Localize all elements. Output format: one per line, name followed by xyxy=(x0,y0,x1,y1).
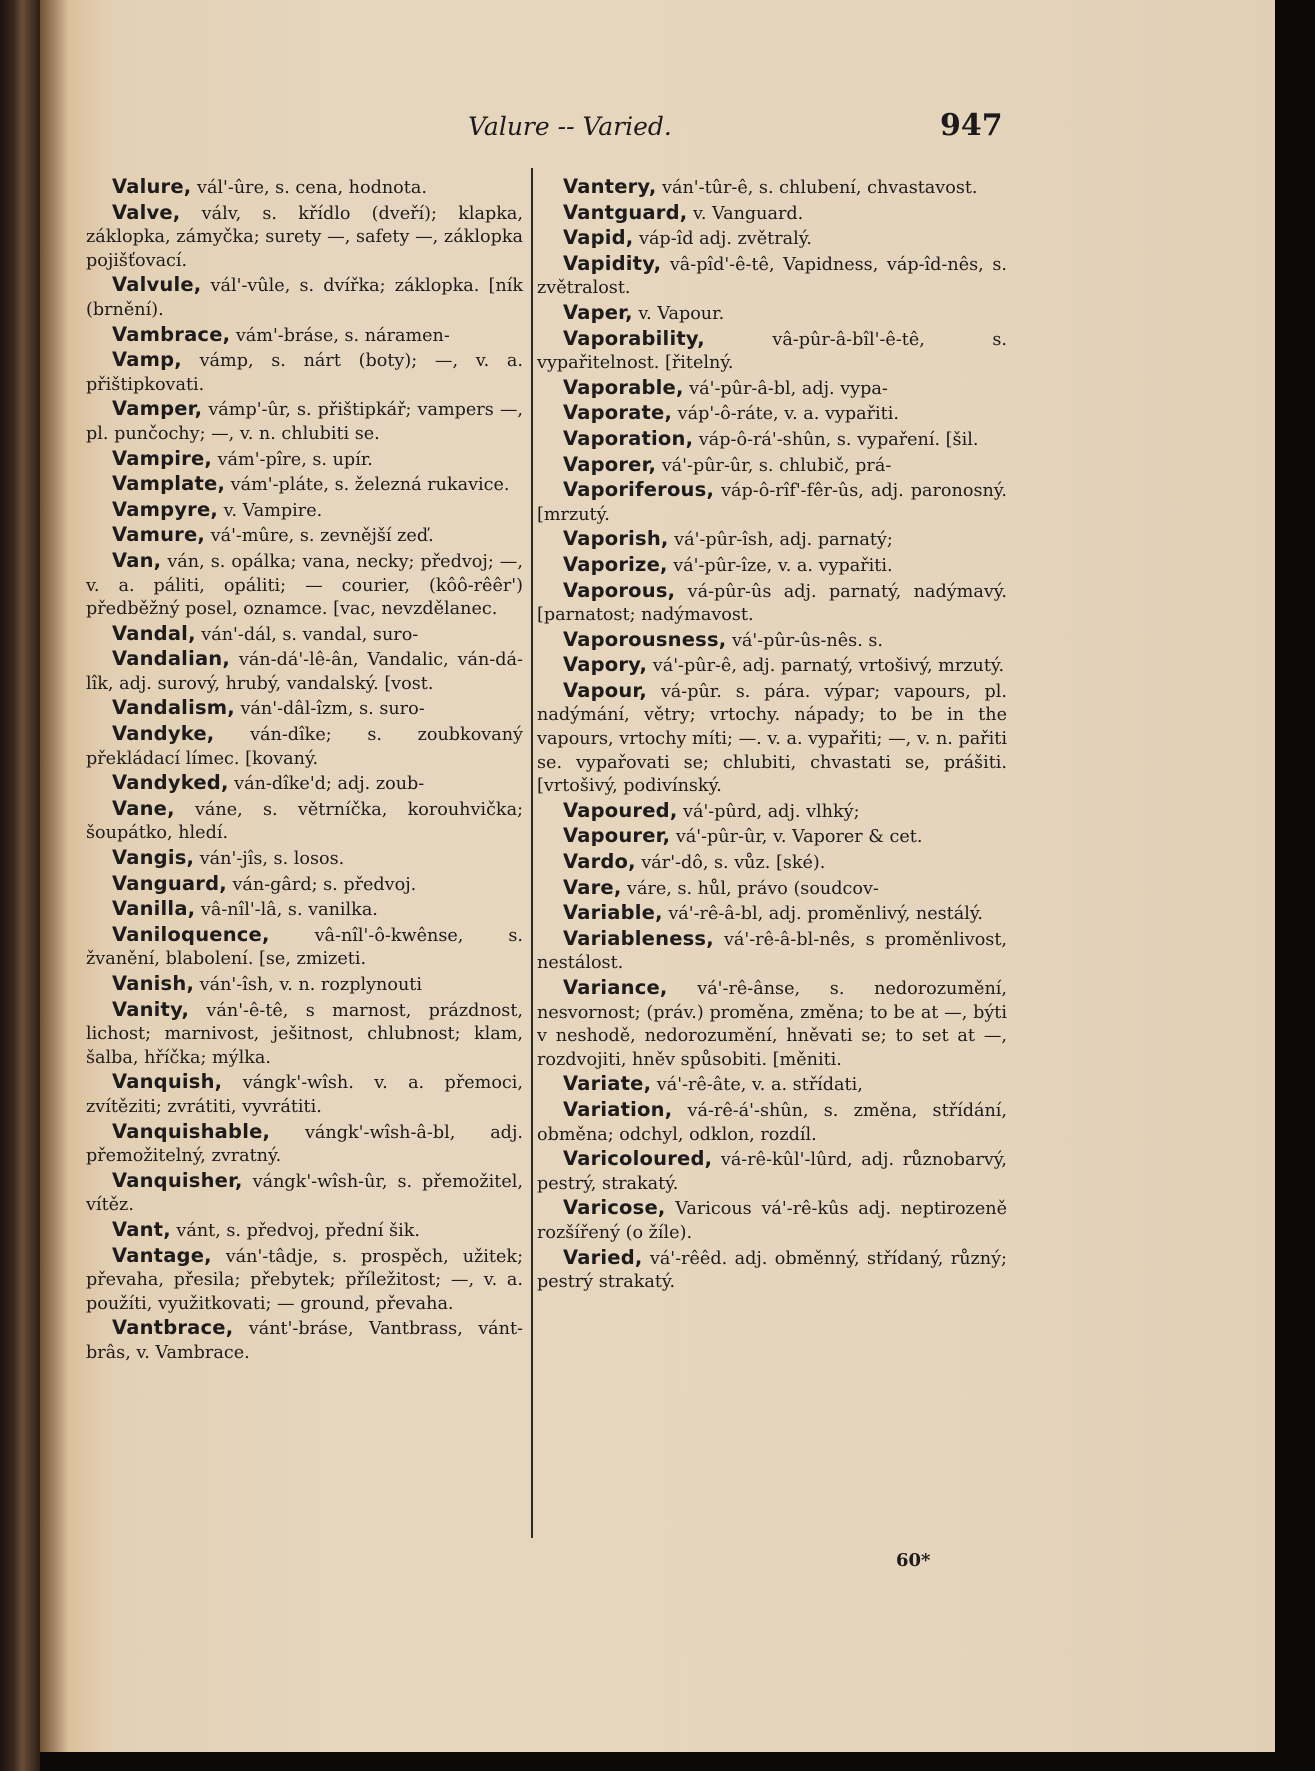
entry-headword: Vaporiferous, xyxy=(563,478,715,502)
signature-mark: 60* xyxy=(896,1550,931,1571)
dictionary-entry xyxy=(537,1147,1007,1196)
entry-headword: Vantbrace, xyxy=(112,1316,234,1340)
dictionary-entry xyxy=(86,447,523,473)
entry-headword: Vanish, xyxy=(112,972,195,995)
dictionary-entry xyxy=(86,998,523,1071)
dictionary-entry xyxy=(86,771,523,797)
entry-definition: vá'-pûr-ûr, s. chlubič, prá- xyxy=(656,455,892,476)
entry-headword: Variation, xyxy=(563,1097,673,1121)
entry-headword: Vandalian, xyxy=(112,647,231,671)
entry-headword: Vaporable, xyxy=(563,375,684,399)
gutter-shadow xyxy=(40,0,68,1752)
entry-headword: Vaporize, xyxy=(563,552,668,576)
entry-definition: ván'-dâl-îzm, s. suro- xyxy=(234,699,425,720)
dictionary-entry xyxy=(537,1098,1007,1147)
dictionary-entry xyxy=(537,401,1007,427)
entry-headword: Valvule, xyxy=(112,273,202,297)
dictionary-entry xyxy=(537,226,1007,252)
entry-definition: vámp, s. nárt (boty); —, v. a. přištipkovati. xyxy=(86,351,523,395)
entry-definition: vá'-pûr-ûr, v. Vaporer & cet. xyxy=(670,827,923,848)
entry-headword: Vaporer, xyxy=(563,452,657,476)
entry-definition: vá'-rê-â-bl-nês, s proměnlivost, nestálost. xyxy=(537,929,1007,974)
entry-headword: Variate, xyxy=(563,1072,652,1096)
entry-headword: Vaporability, xyxy=(563,326,705,350)
entry-headword: Vane, xyxy=(112,796,175,820)
entry-definition: vár'-dô, s. vůz. [ské). xyxy=(635,853,826,874)
entry-definition: váp'-ô-ráte, v. a. vypařiti. xyxy=(672,404,899,425)
entry-headword: Vamure, xyxy=(112,523,206,547)
dictionary-entry xyxy=(537,976,1007,1072)
dictionary-entry xyxy=(86,622,523,648)
entry-headword: Vaporate, xyxy=(563,401,673,425)
dictionary-entry xyxy=(537,1196,1007,1245)
dictionary-entry xyxy=(86,523,523,549)
entry-headword: Vantery, xyxy=(563,175,657,198)
entry-definition: vángk'-wîsh-â-bl, adj. přemožitelný, zvratný. xyxy=(86,1122,523,1167)
entry-headword: Vaniloquence, xyxy=(112,922,270,946)
entry-definition: ván-dîke; s. zoubkovaný překládací límec. [kovaný. xyxy=(86,725,523,769)
entry-headword: Vampire, xyxy=(112,446,212,470)
dictionary-entry xyxy=(537,876,1007,902)
entry-definition: válv, s. křídlo (dveří); klapka, záklopka, zámyčka; surety —, safety —, záklopka pojišťovací. xyxy=(86,203,523,271)
dictionary-entry xyxy=(537,1246,1007,1295)
entry-definition: váre, s. hůl, právo (soudcov- xyxy=(621,878,879,899)
entry-definition: vâ-nîl'-ô-kwênse, s. žvanění, blabolení. [se, zmizeti. xyxy=(86,925,523,970)
dictionary-entry xyxy=(86,273,523,322)
dictionary-entry xyxy=(86,972,523,998)
dictionary-entry xyxy=(86,1070,523,1119)
dictionary-entry xyxy=(537,679,1007,799)
entry-definition: vâ-nîl'-lâ, s. vanilka. xyxy=(195,900,378,921)
dictionary-entry xyxy=(537,1072,1007,1098)
entry-definition: vál'-vûle, s. dvířka; záklopka. [ník (brnění). xyxy=(86,276,523,320)
dictionary-entry xyxy=(537,579,1007,628)
entry-definition: Varicous vá'-rê-kûs adj. neptirozeně rozšířený (o žíle). xyxy=(537,1199,1007,1243)
entry-definition: ván-dá'-lê-ân, Vandalic, ván-dá-lîk, adj. surový, hrubý, vandalský. [vost. xyxy=(86,650,523,694)
dictionary-entry xyxy=(86,472,523,498)
dictionary-entry xyxy=(86,201,523,274)
dictionary-entry xyxy=(86,872,523,898)
entry-headword: Vapid, xyxy=(563,226,634,250)
dictionary-entry xyxy=(537,824,1007,850)
entry-definition: vâ-pîd'-ê-tê, Vapidness, váp-îd-nês, s. zvětralost. xyxy=(537,254,1007,299)
entry-definition: vá-rê-kûl'-lûrd, adj. různobarvý, pestrý, strakatý. xyxy=(537,1150,1007,1194)
entry-definition: vá-pûr-ûs adj. parnatý, nadýmavý. [parnatost; nadýmavost. xyxy=(537,581,1007,626)
entry-definition: vá'-pûr-ûs-nês. s. xyxy=(726,630,884,651)
entry-headword: Varicose, xyxy=(563,1196,666,1220)
entry-definition: váp-îd adj. zvětralý. xyxy=(633,229,812,250)
entry-headword: Vaporous, xyxy=(563,578,676,602)
dictionary-entry xyxy=(537,301,1007,327)
entry-definition: vá'-pûr-ê, adj. parnatý, vrtošivý, mrzutý. xyxy=(647,656,1005,677)
dictionary-entry xyxy=(537,478,1007,527)
entry-definition: vá'-mûre, s. zevnější zeď. xyxy=(205,526,434,547)
dictionary-entry xyxy=(86,923,523,972)
entry-definition: vá'-pûrd, adj. vlhký; xyxy=(677,801,860,822)
entry-headword: Van, xyxy=(112,548,162,572)
dictionary-entry xyxy=(86,549,523,622)
running-head: Valure -- Varied. xyxy=(468,112,672,141)
book-spine xyxy=(0,0,40,1771)
entry-headword: Vamp, xyxy=(112,348,182,372)
entry-definition: v. Vapour. xyxy=(632,303,725,324)
entry-definition: vángk'-wîsh. v. a. přemoci, zvítěziti; zvrátiti, vyvrátiti. xyxy=(86,1073,523,1117)
entry-headword: Valve, xyxy=(112,200,181,224)
dictionary-entry xyxy=(537,527,1007,553)
entry-definition: váp-ô-rá'-shûn, s. vypaření. [šil. xyxy=(693,429,979,450)
entry-definition: ván-gârd; s. předvoj. xyxy=(226,874,417,895)
entry-definition: vá'-pûr-îze, v. a. vypařiti. xyxy=(667,555,893,576)
entry-definition: váp-ô-rîf'-fêr-ûs, adj. paronosný. [mrzutý. xyxy=(537,481,1007,525)
entry-headword: Vapidity, xyxy=(563,251,662,275)
entry-headword: Vandyked, xyxy=(112,771,229,795)
entry-definition: vá'-rêêd. adj. obměnný, střídaný, různý; pestrý strakatý. xyxy=(537,1248,1007,1293)
entry-definition: váne, s. větrníčka, korouhvička; šoupátko, hledí. xyxy=(86,799,523,844)
dictionary-entry xyxy=(86,696,523,722)
dictionary-entry xyxy=(537,653,1007,679)
dictionary-entry xyxy=(86,323,523,349)
entry-definition: vâ-pûr-â-bîl'-ê-tê, s. vypařitelnost. [řitelný. xyxy=(537,329,1007,374)
entry-definition: ván'-tûr-ê, s. chlubení, chvastavost. xyxy=(656,178,978,198)
entry-headword: Vangis, xyxy=(112,846,195,870)
entry-headword: Vanilla, xyxy=(112,897,196,921)
entry-definition: vá-pûr. s. pára. výpar; vapours, pl. nadýmání, větry; vrtochy. nápady; to be in the vapours, vrtochy míti; —. v. a. vypařiti; —, v. n. pařiti se. vypařovati se; chlubiti, chvastati se, prášiti. [vrtošivý, podivínský. xyxy=(537,681,1007,797)
dictionary-entry xyxy=(537,850,1007,876)
entry-headword: Vaporation, xyxy=(563,426,694,450)
entry-headword: Variableness, xyxy=(563,926,714,950)
dictionary-entry xyxy=(537,201,1007,227)
entry-definition: vám'-pîre, s. upír. xyxy=(212,449,373,470)
dictionary-entry xyxy=(537,453,1007,479)
entry-definition: vá-rê-á'-shûn, s. změna, střídání, obměna; odchyl, odklon, rozdíl. xyxy=(537,1100,1007,1145)
dictionary-entry xyxy=(86,498,523,524)
entry-headword: Vampyre, xyxy=(112,497,219,521)
left-column xyxy=(86,175,523,1366)
entry-headword: Vapour, xyxy=(563,678,647,702)
entry-headword: Vapory, xyxy=(563,653,648,677)
dictionary-entry xyxy=(86,1120,523,1169)
dictionary-entry xyxy=(537,799,1007,825)
entry-headword: Vandyke, xyxy=(112,722,215,746)
entry-definition: vámp'-ûr, s. přištipkář; vampers —, pl. punčochy; —, v. n. chlubiti se. xyxy=(86,400,523,444)
dictionary-entry xyxy=(86,1169,523,1218)
entry-headword: Variable, xyxy=(563,901,663,925)
dictionary-entry xyxy=(86,897,523,923)
entry-definition: v. Vampire. xyxy=(218,500,323,521)
entry-definition: vánt, s. předvoj, přední šik. xyxy=(170,1220,420,1241)
entry-definition: ván-dîke'd; adj. zoub- xyxy=(228,774,425,795)
entry-headword: Vanity, xyxy=(112,997,190,1021)
entry-headword: Vanquisher, xyxy=(112,1168,243,1192)
entry-headword: Vardo, xyxy=(563,850,636,874)
dictionary-entry xyxy=(86,647,523,696)
dictionary-entry xyxy=(537,901,1007,927)
entry-headword: Vantguard, xyxy=(563,200,688,224)
entry-headword: Vanquishable, xyxy=(112,1119,271,1143)
entry-definition: vá'-rê-âte, v. a. střídati, xyxy=(651,1075,863,1096)
dictionary-entry xyxy=(86,1244,523,1317)
entry-headword: Vanquish, xyxy=(112,1070,223,1094)
entry-definition: vám'-pláte, s. železná rukavice. xyxy=(225,475,510,496)
entry-headword: Vant, xyxy=(112,1217,171,1241)
entry-definition: vá'-rê-ânse, s. nedorozumění, nesvornost; (práv.) proměna, změna; to be at —, býti v neshodě, nedorozumění, hněvati se; to set at —, rozdvojiti, hněv spůsobiti. [měniti. xyxy=(537,979,1007,1070)
dictionary-entry xyxy=(537,553,1007,579)
dictionary-entry xyxy=(537,175,1007,201)
entry-headword: Vamper, xyxy=(112,397,203,421)
dictionary-entry xyxy=(537,327,1007,376)
dictionary-entry xyxy=(86,397,523,446)
entry-headword: Vambrace, xyxy=(112,322,231,346)
page-number: 947 xyxy=(940,108,1003,143)
entry-headword: Vantage, xyxy=(112,1243,212,1267)
dictionary-entry xyxy=(537,628,1007,654)
column-divider xyxy=(531,168,533,1538)
entry-definition: vángk'-wîsh-ûr, s. přemožitel, vítěz. xyxy=(86,1171,523,1216)
dictionary-entry xyxy=(537,376,1007,402)
entry-headword: Vandalism, xyxy=(112,696,235,720)
entry-definition: ván'-ê-tê, s marnost, prázdnost, lichost; marnivost, ješitnost, chlubnost; klam, šalba, hříčka; mýlka. xyxy=(86,1000,523,1068)
entry-definition: ván'-jîs, s. losos. xyxy=(194,849,345,870)
entry-headword: Vare, xyxy=(563,875,622,899)
dictionary-entry xyxy=(86,722,523,771)
entry-definition: vá'-rê-â-bl, adj. proměnlivý, nestálý. xyxy=(662,904,984,925)
entry-definition: ván'-tâdje, s. prospěch, užitek; převaha, přesila; přebytek; příležitost; —, v. a. použíti, využitkovati; — ground, převaha. xyxy=(86,1246,523,1314)
entry-definition: v. Vanguard. xyxy=(687,203,804,224)
entry-definition: ván, s. opálka; vana, necky; předvoj; —, v. a. páliti, opáliti; — courier, (kôô-rêêr') předběžný posel, oznamce. [vac, nevzdělanec. xyxy=(86,551,523,620)
entry-headword: Vaporousness, xyxy=(563,627,727,651)
dictionary-entry xyxy=(86,1316,523,1365)
entry-headword: Valure, xyxy=(112,175,192,198)
entry-headword: Vamplate, xyxy=(112,472,226,496)
dictionary-entry xyxy=(86,797,523,846)
right-column xyxy=(537,175,1007,1295)
dictionary-entry xyxy=(86,348,523,397)
dictionary-entry xyxy=(86,175,523,201)
dictionary-entry xyxy=(537,927,1007,976)
entry-definition: vánt'-bráse, Vantbrass, vánt-brâs, v. Vambrace. xyxy=(86,1319,523,1363)
entry-headword: Varied, xyxy=(563,1245,643,1269)
entry-definition: vá'-pûr-îsh, adj. parnatý; xyxy=(668,530,893,551)
entry-headword: Vandal, xyxy=(112,621,196,645)
entry-headword: Vapoured, xyxy=(563,798,678,822)
dictionary-entry xyxy=(537,427,1007,453)
entry-headword: Variance, xyxy=(563,976,668,999)
entry-definition: ván'-îsh, v. n. rozplynouti xyxy=(194,975,422,995)
entry-headword: Vaper, xyxy=(563,300,633,324)
dictionary-entry xyxy=(86,846,523,872)
entry-definition: ván'-dál, s. vandal, suro- xyxy=(195,624,419,645)
entry-headword: Vanguard, xyxy=(112,871,227,895)
entry-definition: vál'-ûre, s. cena, hodnota. xyxy=(191,178,427,198)
entry-definition: vá'-pûr-â-bl, adj. vypa- xyxy=(683,378,888,399)
entry-headword: Varicoloured, xyxy=(563,1147,713,1171)
entry-headword: Vaporish, xyxy=(563,527,669,551)
dictionary-entry xyxy=(537,252,1007,301)
entry-headword: Vapourer, xyxy=(563,824,671,848)
entry-definition: vám'-bráse, s. náramen- xyxy=(230,325,450,346)
dictionary-entry xyxy=(86,1218,523,1244)
